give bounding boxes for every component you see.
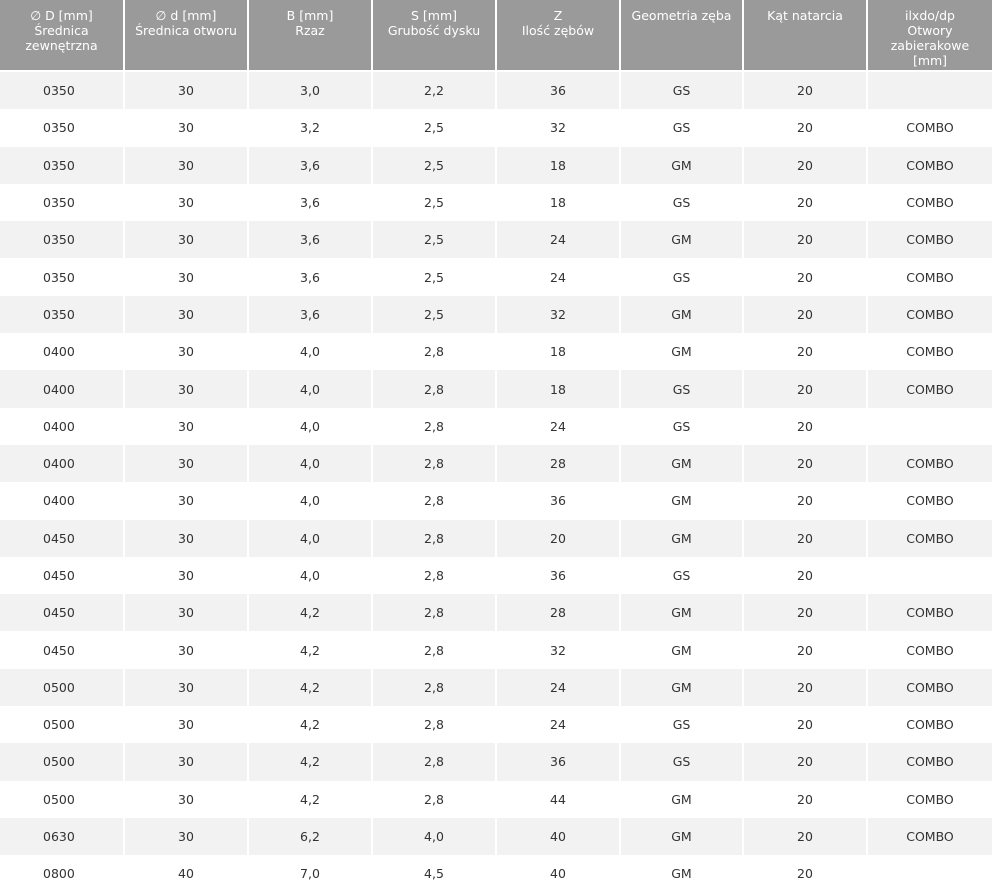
cell-bore-diameter: 30 [124,594,248,631]
table-row [0,743,992,780]
cell-pin-holes: COMBO [867,109,992,146]
cell-tooth-geometry: GM [620,781,743,818]
header-line: Otwory [907,23,953,38]
cell-rake-angle: 20 [743,445,867,482]
cell-bore-diameter: 30 [124,669,248,706]
cell-kerf: 4,2 [248,706,372,743]
header-kerf [248,0,372,71]
cell-tooth-geometry: GS [620,743,743,780]
cell-bore-diameter: 30 [124,631,248,668]
cell-pin-holes [867,557,992,594]
cell-teeth-count: 44 [496,781,620,818]
cell-rake-angle: 20 [743,370,867,407]
cell-tooth-geometry: GM [620,445,743,482]
cell-outer-diameter: 0500 [0,781,124,818]
header-line: zewnętrzna [25,38,98,53]
header-line: S [mm] [410,8,457,23]
header-line: Z [553,8,563,23]
cell-bore-diameter: 30 [124,743,248,780]
cell-teeth-count: 18 [496,333,620,370]
cell-bore-diameter: 30 [124,370,248,407]
header-row [0,0,992,71]
cell-tooth-geometry: GM [620,594,743,631]
cell-pin-holes [867,71,992,109]
cell-teeth-count: 32 [496,296,620,333]
cell-disc-thickness: 2,8 [372,482,496,519]
header-disc-thickness [372,0,496,71]
cell-bore-diameter: 30 [124,445,248,482]
table-row [0,370,992,407]
cell-teeth-count: 24 [496,258,620,295]
cell-bore-diameter: 30 [124,147,248,184]
cell-disc-thickness: 2,5 [372,296,496,333]
cell-tooth-geometry: GS [620,706,743,743]
header-pin-holes [867,0,992,71]
cell-rake-angle: 20 [743,669,867,706]
cell-teeth-count: 24 [496,669,620,706]
header-line: ∅ d [mm] [155,8,217,23]
cell-disc-thickness: 2,8 [372,706,496,743]
cell-kerf: 4,0 [248,482,372,519]
table-row [0,818,992,855]
cell-kerf: 6,2 [248,818,372,855]
cell-teeth-count: 28 [496,445,620,482]
cell-kerf: 3,6 [248,221,372,258]
cell-bore-diameter: 30 [124,184,248,221]
header-line: Geometria zęba [631,8,732,23]
cell-tooth-geometry: GS [620,184,743,221]
cell-tooth-geometry: GM [620,147,743,184]
cell-bore-diameter: 30 [124,221,248,258]
cell-kerf: 4,2 [248,594,372,631]
cell-disc-thickness: 2,8 [372,333,496,370]
cell-bore-diameter: 30 [124,71,248,109]
cell-teeth-count: 20 [496,520,620,557]
header-outer-diameter [0,0,124,71]
cell-rake-angle: 20 [743,71,867,109]
table-row [0,706,992,743]
cell-disc-thickness: 2,2 [372,71,496,109]
cell-pin-holes: COMBO [867,333,992,370]
cell-bore-diameter: 30 [124,482,248,519]
cell-pin-holes: COMBO [867,184,992,221]
cell-kerf: 4,0 [248,370,372,407]
cell-disc-thickness: 2,8 [372,557,496,594]
cell-teeth-count: 24 [496,706,620,743]
cell-pin-holes: COMBO [867,594,992,631]
cell-tooth-geometry: GM [620,333,743,370]
cell-rake-angle: 20 [743,706,867,743]
cell-kerf: 4,0 [248,557,372,594]
table-row [0,408,992,445]
cell-teeth-count: 18 [496,370,620,407]
cell-rake-angle: 20 [743,855,867,892]
cell-pin-holes: COMBO [867,743,992,780]
table-row [0,557,992,594]
cell-disc-thickness: 2,8 [372,743,496,780]
cell-tooth-geometry: GM [620,221,743,258]
cell-rake-angle: 20 [743,408,867,445]
table-row [0,855,992,892]
table-row [0,296,992,333]
cell-rake-angle: 20 [743,184,867,221]
cell-teeth-count: 36 [496,482,620,519]
cell-pin-holes: COMBO [867,520,992,557]
table-row [0,781,992,818]
cell-teeth-count: 36 [496,557,620,594]
cell-tooth-geometry: GM [620,669,743,706]
cell-outer-diameter: 0400 [0,445,124,482]
cell-tooth-geometry: GS [620,557,743,594]
cell-pin-holes: COMBO [867,669,992,706]
cell-tooth-geometry: GM [620,482,743,519]
header-line: B [mm] [286,8,334,23]
cell-pin-holes: COMBO [867,147,992,184]
cell-rake-angle: 20 [743,631,867,668]
cell-disc-thickness: 2,5 [372,184,496,221]
cell-kerf: 4,2 [248,631,372,668]
cell-bore-diameter: 40 [124,855,248,892]
cell-bore-diameter: 30 [124,557,248,594]
cell-teeth-count: 24 [496,221,620,258]
cell-kerf: 4,2 [248,781,372,818]
cell-tooth-geometry: GM [620,520,743,557]
cell-rake-angle: 20 [743,520,867,557]
header-line: Ilość zębów [521,23,595,38]
cell-tooth-geometry: GS [620,370,743,407]
cell-kerf: 4,2 [248,669,372,706]
table-row [0,520,992,557]
cell-teeth-count: 36 [496,743,620,780]
cell-teeth-count: 36 [496,71,620,109]
cell-rake-angle: 20 [743,333,867,370]
cell-tooth-geometry: GS [620,71,743,109]
cell-outer-diameter: 0350 [0,184,124,221]
cell-disc-thickness: 2,8 [372,781,496,818]
cell-disc-thickness: 2,8 [372,669,496,706]
cell-tooth-geometry: GS [620,258,743,295]
cell-outer-diameter: 0450 [0,631,124,668]
cell-tooth-geometry: GM [620,855,743,892]
cell-disc-thickness: 2,5 [372,258,496,295]
table-row [0,445,992,482]
cell-bore-diameter: 30 [124,818,248,855]
table-row [0,594,992,631]
cell-rake-angle: 20 [743,557,867,594]
cell-outer-diameter: 0400 [0,333,124,370]
cell-outer-diameter: 0400 [0,370,124,407]
table-row [0,109,992,146]
cell-outer-diameter: 0400 [0,408,124,445]
cell-rake-angle: 20 [743,594,867,631]
cell-kerf: 3,6 [248,258,372,295]
cell-teeth-count: 28 [496,594,620,631]
cell-teeth-count: 24 [496,408,620,445]
header-tooth-geometry [620,0,743,71]
cell-rake-angle: 20 [743,258,867,295]
header-line: Grubość dysku [387,23,481,38]
table-header [0,0,992,71]
cell-teeth-count: 40 [496,855,620,892]
cell-kerf: 3,6 [248,296,372,333]
cell-kerf: 4,0 [248,445,372,482]
cell-outer-diameter: 0500 [0,743,124,780]
cell-teeth-count: 32 [496,631,620,668]
cell-rake-angle: 20 [743,482,867,519]
cell-outer-diameter: 0350 [0,221,124,258]
table-row [0,221,992,258]
table-row [0,631,992,668]
cell-rake-angle: 20 [743,109,867,146]
cell-pin-holes: COMBO [867,258,992,295]
cell-outer-diameter: 0450 [0,594,124,631]
table-row [0,669,992,706]
cell-tooth-geometry: GS [620,109,743,146]
cell-teeth-count: 18 [496,184,620,221]
cell-outer-diameter: 0800 [0,855,124,892]
cell-pin-holes: COMBO [867,631,992,668]
cell-bore-diameter: 30 [124,109,248,146]
cell-rake-angle: 20 [743,221,867,258]
cell-pin-holes: COMBO [867,818,992,855]
cell-pin-holes: COMBO [867,482,992,519]
cell-rake-angle: 20 [743,743,867,780]
header-line: [mm] [912,53,948,68]
cell-kerf: 3,2 [248,109,372,146]
cell-pin-holes: COMBO [867,221,992,258]
cell-pin-holes: COMBO [867,706,992,743]
cell-outer-diameter: 0500 [0,669,124,706]
cell-rake-angle: 20 [743,818,867,855]
cell-pin-holes: COMBO [867,296,992,333]
cell-teeth-count: 40 [496,818,620,855]
cell-kerf: 3,0 [248,71,372,109]
cell-disc-thickness: 2,8 [372,370,496,407]
header-line: Kąt natarcia [767,8,843,23]
cell-disc-thickness: 2,8 [372,520,496,557]
cell-pin-holes [867,855,992,892]
cell-bore-diameter: 30 [124,333,248,370]
cell-outer-diameter: 0350 [0,109,124,146]
header-line: Średnica [34,23,89,38]
header-line: zabierakowe [890,38,970,53]
cell-outer-diameter: 0350 [0,296,124,333]
cell-kerf: 3,6 [248,184,372,221]
cell-pin-holes: COMBO [867,781,992,818]
cell-outer-diameter: 0400 [0,482,124,519]
cell-rake-angle: 20 [743,781,867,818]
header-line: ∅ D [mm] [30,8,93,23]
cell-outer-diameter: 0450 [0,520,124,557]
cell-teeth-count: 18 [496,147,620,184]
cell-rake-angle: 20 [743,296,867,333]
table-row [0,333,992,370]
cell-rake-angle: 20 [743,147,867,184]
cell-disc-thickness: 4,5 [372,855,496,892]
cell-kerf: 4,0 [248,520,372,557]
table-body [0,71,992,893]
cell-pin-holes: COMBO [867,370,992,407]
cell-kerf: 4,0 [248,408,372,445]
cell-pin-holes: COMBO [867,445,992,482]
header-line: Średnica otworu [135,23,237,38]
cell-kerf: 4,2 [248,743,372,780]
cell-outer-diameter: 0350 [0,147,124,184]
cell-kerf: 3,6 [248,147,372,184]
cell-disc-thickness: 2,5 [372,221,496,258]
cell-bore-diameter: 30 [124,296,248,333]
header-line: ilxdo/dp [904,8,955,23]
table-row [0,147,992,184]
cell-tooth-geometry: GS [620,408,743,445]
table-row [0,482,992,519]
cell-teeth-count: 32 [496,109,620,146]
cell-tooth-geometry: GM [620,296,743,333]
cell-kerf: 7,0 [248,855,372,892]
cell-kerf: 4,0 [248,333,372,370]
cell-disc-thickness: 2,8 [372,594,496,631]
cell-bore-diameter: 30 [124,520,248,557]
cell-disc-thickness: 2,5 [372,109,496,146]
cell-outer-diameter: 0450 [0,557,124,594]
cell-tooth-geometry: GM [620,818,743,855]
cell-outer-diameter: 0500 [0,706,124,743]
header-bore-diameter [124,0,248,71]
cell-disc-thickness: 2,8 [372,408,496,445]
table-row [0,71,992,109]
cell-pin-holes [867,408,992,445]
table-row [0,258,992,295]
cell-outer-diameter: 0350 [0,71,124,109]
cell-disc-thickness: 2,5 [372,147,496,184]
cell-tooth-geometry: GM [620,631,743,668]
cell-outer-diameter: 0350 [0,258,124,295]
cell-bore-diameter: 30 [124,258,248,295]
cell-bore-diameter: 30 [124,781,248,818]
cell-disc-thickness: 4,0 [372,818,496,855]
cell-bore-diameter: 30 [124,408,248,445]
header-line: Rzaz [295,23,325,38]
cell-bore-diameter: 30 [124,706,248,743]
cell-disc-thickness: 2,8 [372,445,496,482]
header-teeth-count [496,0,620,71]
header-rake-angle [743,0,867,71]
cell-disc-thickness: 2,8 [372,631,496,668]
table-row [0,184,992,221]
cell-outer-diameter: 0630 [0,818,124,855]
